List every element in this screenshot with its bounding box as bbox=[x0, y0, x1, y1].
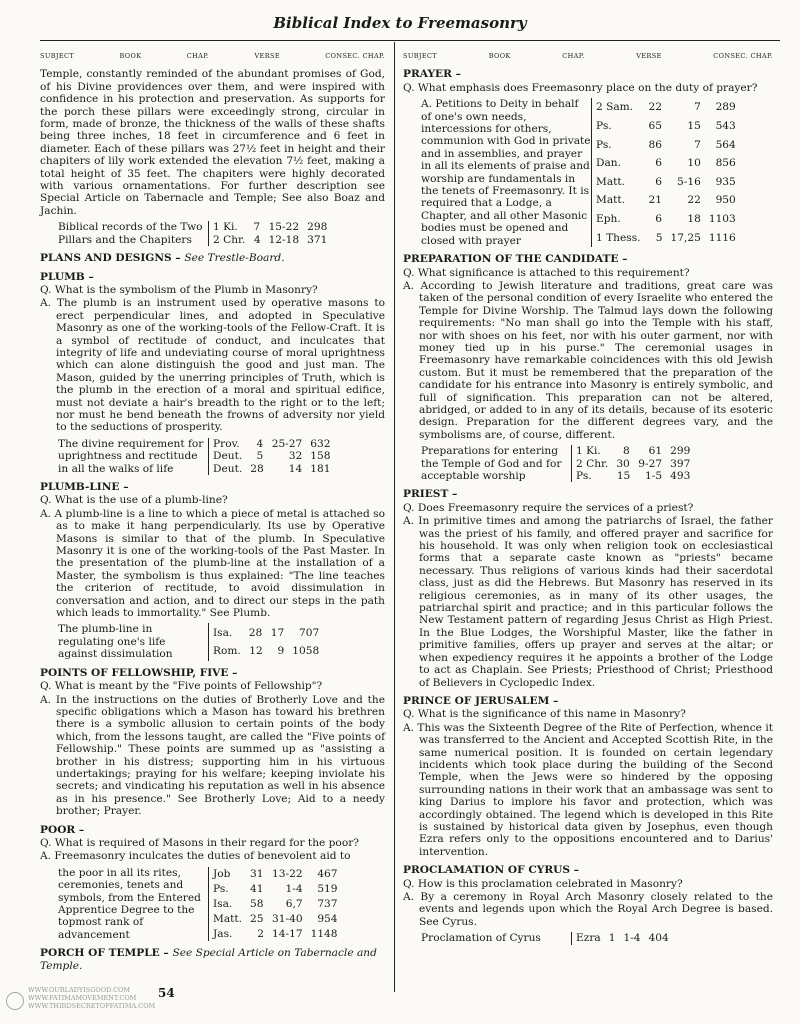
footer-site[interactable]: WWW.THIRDSECRETOFFATIMA.COM bbox=[28, 1002, 156, 1010]
entry-title: PRINCE OF JERUSALEM – bbox=[403, 694, 559, 707]
ref-table bbox=[208, 623, 323, 660]
ref-book: Matt. bbox=[596, 175, 626, 188]
ref-desc: A. Petitions to Deity in behalf of one's own needs, intercessions for others, communion with God in private and in assemblies, and prayer in all its elements of praise and worship are fundamentals in the tenets of Freemasonry. It is required that a Lodge, a Chapter, and all other Masonic bodies must be opened and closed with prayer bbox=[421, 98, 591, 247]
site-logo-icon bbox=[6, 992, 24, 1010]
ref-row bbox=[572, 458, 695, 470]
ref-chap: 4 bbox=[256, 437, 264, 450]
ref-desc: the poor in all its rites, ceremonies, tenets and symbols, from the Entered Apprentice Degree to the topmost rank of advancement bbox=[58, 866, 201, 941]
ref-row bbox=[592, 154, 740, 173]
ref-chap: 8 bbox=[623, 445, 630, 458]
ref-table bbox=[591, 98, 740, 247]
ref-block bbox=[58, 221, 385, 246]
ref-book: 2 Sam. bbox=[596, 101, 634, 114]
header-rule bbox=[40, 40, 780, 41]
temple-paragraph: Temple, constantly reminded of the abundant promises of God, of his Divine providences over them, and were inspired with confidence in his protection and preservation. As supports for the porch these pillars were exceedingly strong, circular in form, made of bronze, the thickness of the walls of these shafts being three inches, 18 feet in circumference and 6 feet in diameter. Each of these pillars was 27½ feet in height and their chapiters of lily work extended the elevation 7½ feet, making a total height of 35 feet. The chapiters were highly decorated with various ornamentations. For further description see Special Article on Tabernacle and Temple; See also Boaz and Jachin. bbox=[40, 68, 385, 217]
ref-consec: 467 bbox=[317, 868, 338, 881]
ref-block bbox=[58, 438, 385, 475]
ref-consec: 632 bbox=[310, 437, 331, 450]
question: Q. What is the significance of this name in Masonry? bbox=[403, 708, 686, 721]
question: Q. What emphasis does Freemasonry place on the duty of prayer? bbox=[403, 81, 758, 94]
ref-book: Prov. bbox=[213, 437, 240, 450]
ref-consec: 950 bbox=[715, 194, 736, 207]
entry-title: POOR – bbox=[40, 823, 85, 836]
col-verse: VERSE bbox=[254, 52, 280, 60]
ref-chap: 6 bbox=[655, 157, 662, 170]
ref-block bbox=[58, 867, 385, 941]
ref-chap: 6 bbox=[655, 212, 662, 225]
ref-book: Matt. bbox=[213, 912, 243, 925]
ref-chap: 15 bbox=[616, 470, 631, 482]
entry-title: POINTS OF FELLOWSHIP, FIVE – bbox=[40, 666, 238, 679]
ref-desc: Proclamation of Cyrus bbox=[421, 932, 541, 945]
ref-table bbox=[208, 438, 335, 475]
ref-book: 1 Ki. bbox=[213, 221, 238, 234]
col-consec: CONSEC. CHAP. bbox=[713, 52, 773, 60]
ref-book: Jas. bbox=[213, 927, 233, 940]
right-column bbox=[403, 46, 773, 949]
question: Q. What is the use of a plumb-line? bbox=[40, 494, 228, 507]
ref-verse: 9-27 bbox=[638, 457, 663, 470]
ref-book: 1 Ki. bbox=[576, 445, 601, 458]
ref-row bbox=[209, 642, 324, 661]
ref-verse: 7 bbox=[694, 101, 701, 114]
col-chap: CHAP. bbox=[562, 52, 585, 60]
ref-book: Ps. bbox=[576, 470, 592, 482]
ref-book: 2 Chr. bbox=[576, 457, 609, 470]
ref-verse: 10 bbox=[687, 157, 701, 170]
ref-row bbox=[209, 463, 335, 475]
ref-verse: 7 bbox=[694, 138, 701, 151]
ref-chap: 12 bbox=[249, 645, 263, 658]
ref-desc: The plumb-line in regulating one's life against dissimulation bbox=[58, 623, 173, 661]
entry-title bbox=[40, 947, 385, 972]
ref-consec: 289 bbox=[715, 101, 736, 114]
ref-row bbox=[572, 445, 695, 457]
column-header bbox=[40, 50, 385, 62]
ref-consec: 299 bbox=[670, 445, 691, 458]
ref-book: 1 Thess. bbox=[596, 231, 641, 244]
entry-title-text: PLANS AND DESIGNS – bbox=[40, 252, 181, 265]
ref-block bbox=[421, 98, 773, 247]
ref-row bbox=[572, 932, 673, 944]
ref-chap: 2 bbox=[257, 927, 265, 940]
ref-book: Deut. bbox=[213, 450, 243, 463]
ref-row bbox=[209, 926, 342, 941]
ref-consec: 519 bbox=[317, 882, 338, 895]
ref-verse: 6,7 bbox=[285, 897, 303, 910]
ref-consec: 543 bbox=[715, 119, 736, 132]
ref-book: Dan. bbox=[596, 157, 621, 170]
ref-consec: 371 bbox=[307, 233, 328, 246]
entry-title bbox=[40, 252, 385, 264]
ref-block bbox=[421, 445, 773, 482]
ref-consec: 1058 bbox=[292, 645, 320, 658]
ref-verse: 22 bbox=[687, 194, 701, 207]
entry-title: PLUMB-LINE – bbox=[40, 481, 129, 493]
ref-verse: 15-22 bbox=[268, 221, 300, 234]
entry-title: PREPARATION OF THE CANDIDATE – bbox=[403, 253, 628, 266]
col-consec: CONSEC. CHAP. bbox=[325, 52, 385, 60]
entry-title-text: PORCH OF TEMPLE – bbox=[40, 947, 169, 960]
ref-verse: 31-40 bbox=[272, 912, 303, 925]
answer: A. The plumb is an instrument used by operative masons to erect perpendicular lines, and adopted in Speculative Masonry as one of the working-tools of the Fellow-Craft. It is a symbol of rectitude of conduct, and inculcates that integrity of life and undeviating course of moral uprightness which can alone distinguish the good and just man. The Mason, guided by the unerring principles of Truth, which is the plumb in the erection of a moral and spiritual edifice, must not deviate a hair's breadth to the right or to the left; nor must he bend beneath the frowns of adversity nor yield to the seductions of prosperity. bbox=[40, 297, 385, 434]
ref-desc: The divine requirement for uprightness and rectitude in all the walks of life bbox=[58, 437, 204, 475]
ref-verse: 9 bbox=[277, 645, 285, 658]
answer: A. In the instructions on the duties of Brotherly Love and the specific obligations which a Mason has toward his brethren there is a symbolic allusion to certain points of the body which, from the lessons taught, are called the "Five points of Fellowship." These points are summed up as "assisting a brother in his distress; supporting him in his virtuous undertakings; praying for his welfare; keeping inviolate his secrets; and vindicating his reputation as well in his absence as in his presence." See Brotherly Love; Aid to a needy brother; Prayer. bbox=[40, 693, 385, 818]
footer-sites bbox=[28, 986, 155, 1010]
ref-verse: 1-4 bbox=[623, 932, 641, 945]
ref-row bbox=[572, 470, 695, 482]
question: Q. Does Freemasonry require the services of a priest? bbox=[403, 501, 694, 514]
ref-book: Ps. bbox=[596, 138, 612, 151]
ref-verse: 13-22 bbox=[272, 868, 303, 881]
ref-chap: 1 bbox=[608, 932, 616, 945]
ref-chap: 65 bbox=[648, 119, 662, 132]
ref-verse: 15 bbox=[687, 119, 701, 132]
ref-verse: 25-27 bbox=[271, 437, 303, 450]
ref-table bbox=[571, 445, 695, 482]
ref-consec: 1148 bbox=[310, 927, 338, 940]
ref-row bbox=[592, 98, 740, 117]
ref-consec: 298 bbox=[307, 221, 328, 234]
footer-site[interactable]: WWW.OURLADYISGOOD.COM bbox=[28, 986, 131, 994]
ref-consec: 397 bbox=[670, 457, 691, 470]
ref-table bbox=[208, 867, 342, 941]
ref-row bbox=[209, 450, 335, 462]
ref-row bbox=[592, 135, 740, 154]
ref-row bbox=[592, 173, 740, 192]
ref-book: Eph. bbox=[596, 212, 621, 225]
ref-row bbox=[209, 911, 342, 926]
column-divider bbox=[394, 42, 395, 992]
ref-chap: 58 bbox=[250, 897, 264, 910]
ref-verse: 32 bbox=[288, 450, 303, 463]
ref-row bbox=[209, 882, 342, 897]
question: Q. What is the symbolism of the Plumb in Masonry? bbox=[40, 283, 318, 296]
ref-consec: 493 bbox=[670, 470, 691, 482]
page-number: 54 bbox=[158, 986, 175, 1000]
ref-book: 2 Chr. bbox=[213, 233, 246, 246]
ref-chap: 28 bbox=[250, 462, 264, 475]
ref-chap: 5 bbox=[655, 231, 663, 244]
ref-book: Job bbox=[213, 868, 231, 881]
ref-chap: 31 bbox=[250, 868, 264, 881]
col-book: BOOK bbox=[488, 52, 511, 60]
ref-verse: 1-4 bbox=[285, 882, 303, 895]
ref-consec: 856 bbox=[715, 157, 736, 170]
ref-row bbox=[592, 210, 740, 229]
col-book: BOOK bbox=[119, 52, 142, 60]
ref-book: Isa. bbox=[213, 897, 233, 910]
question: Q. What is meant by the "Five points of Fellowship"? bbox=[40, 680, 323, 693]
ref-row bbox=[209, 234, 332, 246]
ref-block bbox=[58, 623, 385, 660]
ref-book: Isa. bbox=[213, 626, 233, 639]
ref-chap: 28 bbox=[248, 626, 263, 639]
ref-verse: 17 bbox=[270, 626, 285, 639]
question: Q. How is this proclamation celebrated in Masonry? bbox=[403, 877, 683, 890]
ref-chap: 7 bbox=[253, 221, 261, 234]
ref-row bbox=[592, 191, 740, 210]
ref-verse: 5-16 bbox=[677, 175, 701, 188]
ref-consec: 737 bbox=[317, 897, 338, 910]
ref-row bbox=[592, 228, 740, 247]
ref-consec: 1103 bbox=[708, 212, 736, 225]
ref-row bbox=[209, 897, 342, 912]
entry-title: PRAYER – bbox=[403, 68, 461, 81]
col-verse: VERSE bbox=[636, 52, 662, 60]
ref-verse: 61 bbox=[648, 445, 663, 458]
ref-chap: 30 bbox=[616, 457, 630, 470]
ref-consec: 404 bbox=[648, 932, 669, 945]
ref-chap: 4 bbox=[253, 233, 261, 246]
ref-book: Ps. bbox=[213, 882, 229, 895]
ref-verse: 14-17 bbox=[272, 927, 303, 940]
answer: A. A plumb-line is a line to which a piece of metal is attached so as to make it hang perpendicularly. Its use by Operative Masons is similar to that of the plumb. In Speculative Masonry it is one of the working-tools of the Past Master. In the presentation of the plumb-line at the installation of a Master, the symbolism is thus explained: "The line teaches the criterion of rectitude, to avoid dissimulation in conversation and action, and to direct our steps in the path which leads to immortality." See Plumb. bbox=[40, 507, 385, 620]
answer: A. By a ceremony in Royal Arch Masonry closely related to the events and legends upon which the Royal Arch Degree is based. See Cyrus. bbox=[403, 891, 773, 928]
ref-block bbox=[421, 932, 773, 944]
ref-consec: 1116 bbox=[708, 231, 736, 244]
ref-desc: Biblical records of the Two Pillars and the Chapiters bbox=[58, 221, 203, 246]
entry-title: PROCLAMATION OF CYRUS – bbox=[403, 864, 580, 877]
ref-chap: 86 bbox=[648, 138, 662, 151]
see-reference: See Trestle-Board. bbox=[184, 252, 285, 265]
col-subject: SUBJECT bbox=[403, 52, 438, 60]
ref-chap: 25 bbox=[250, 912, 264, 925]
ref-consec: 564 bbox=[715, 138, 736, 151]
ref-desc: Preparations for entering the Temple of God and for acceptable worship bbox=[421, 445, 562, 482]
answer: A. In primitive times and among the patriarchs of Israel, the father was the priest of his family, and offered prayer and sacrifice for his household. It was only when religion took on ecclesiastical forms that a separate caste known as "priests" became necessary. Thus religions of various kinds had their sacerdotal class, just as did the Hebrews. But Masonry has reserved in its religious ceremonies, as in many of its other usages, the patriarchal spirit and practice; and in this particular follows the New Testament pattern of regarding Jesus Christ as High Priest. In the Blue Lodges, the Worshipful Master, like the father in primitive families, offers up prayer and serves at the altar; or when expediency requires it he appoints a brother of the Lodge to act as Chaplain. See Priests; Priesthood of Christ; Priesthood of Believers in Cyclopedic Index. bbox=[403, 515, 773, 689]
ref-verse: 1-5 bbox=[645, 470, 663, 482]
ref-row bbox=[209, 623, 324, 642]
answer: A. Freemasonry inculcates the duties of benevolent aid to bbox=[40, 850, 351, 863]
ref-consec: 935 bbox=[715, 175, 736, 188]
ref-book: Ezra bbox=[576, 932, 601, 945]
left-column bbox=[40, 46, 385, 972]
ref-row bbox=[209, 867, 342, 882]
question: Q. What is required of Masons in their regard for the poor? bbox=[40, 836, 359, 849]
ref-verse: 18 bbox=[687, 212, 701, 225]
ref-chap: 6 bbox=[655, 175, 662, 188]
ref-book: Deut. bbox=[213, 462, 243, 475]
ref-row bbox=[209, 438, 335, 450]
ref-consec: 954 bbox=[317, 912, 338, 925]
ref-consec: 181 bbox=[310, 462, 331, 475]
entry-title: PRIEST – bbox=[403, 488, 458, 501]
ref-table bbox=[571, 932, 673, 944]
ref-book: Rom. bbox=[213, 645, 241, 658]
ref-verse: 17,25 bbox=[670, 231, 701, 244]
answer: A. This was the Sixteenth Degree of the Rite of Perfection, whence it was transferred to the Ancient and Accepted Scottish Rite, in the same numerical position. It is founded on certain legendary incidents which took place during the building of the Second Temple, when the Jews were so hindered by the opposing surrounding nations in their work that an ambassage was sent to king Darius to implore his favor and protection, which was accordingly obtained. The legend which is developed in this Rite is sustained by historical data given by Josephus, even though Ezra refers only to the oppositions encountered and to Darius' intervention. bbox=[403, 721, 773, 858]
ref-consec: 707 bbox=[298, 626, 320, 639]
column-header bbox=[403, 50, 773, 62]
ref-chap: 21 bbox=[648, 194, 662, 207]
col-chap: CHAP. bbox=[186, 52, 210, 60]
col-subject: SUBJECT bbox=[40, 52, 75, 60]
answer: A. According to Jewish literature and traditions, great care was taken of the personal condition of every Israelite who entered the Temple for Divine Worship. The Talmud lays down the following requirements: "No man shall go into the Temple with his staff, nor with shoes on his feet, nor with his outer garment, nor with money tied up in his purse." The ceremonial usages in Freemasonry have remarkable coincidences with this old Jewish custom. But it must be remembered that the preparation of the candidate for his entrance into Masonry is entirely symbolic, and full of signification. This preparation can not be altered, abridged, or added to in any of its details, because of its esoteric design. Preparation for the different degrees vary, and the symbolisms are, of course, different. bbox=[403, 279, 773, 441]
ref-book: Ps. bbox=[596, 119, 612, 132]
entry-title: PLUMB – bbox=[40, 270, 94, 283]
ref-verse: 14 bbox=[288, 462, 303, 475]
page-title: Biblical Index to Freemasonry bbox=[273, 14, 527, 32]
ref-row bbox=[592, 117, 740, 136]
see-reference: See Special Article on Tabernacle and Temple. bbox=[40, 947, 377, 972]
footer-site[interactable]: WWW.FATIMAMOVEMENT.COM bbox=[28, 994, 137, 1002]
ref-row bbox=[209, 221, 332, 233]
ref-chap: 22 bbox=[648, 101, 662, 114]
ref-book: Matt. bbox=[596, 194, 626, 207]
ref-verse: 12-18 bbox=[268, 233, 300, 246]
ref-chap: 5 bbox=[256, 450, 264, 463]
question: Q. What significance is attached to this requirement? bbox=[403, 266, 690, 279]
ref-consec: 158 bbox=[310, 450, 331, 463]
ref-table bbox=[208, 221, 331, 246]
ref-chap: 41 bbox=[250, 882, 264, 895]
